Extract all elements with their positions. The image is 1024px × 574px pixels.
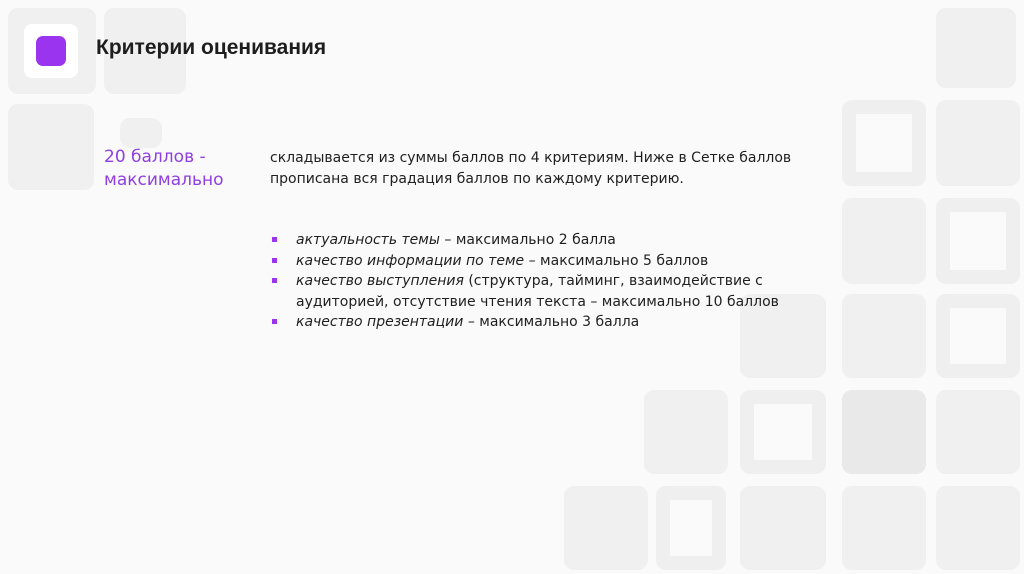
bg-tile [936, 198, 1020, 284]
criterion-name: качество презентации [296, 314, 464, 330]
bg-tile [842, 390, 926, 474]
purple-square-icon [36, 36, 66, 66]
logo [24, 24, 78, 78]
criterion-detail: – максимально 2 балла [439, 232, 616, 248]
square-bullet-icon [272, 258, 277, 263]
bg-tile [656, 486, 726, 570]
bg-tile [936, 294, 1020, 378]
bg-tile [842, 100, 926, 186]
bg-tile [936, 486, 1020, 570]
bg-tile [842, 198, 926, 284]
criterion-name: качество выступления [296, 273, 464, 289]
criterion-detail: – максимально 3 балла [463, 314, 640, 330]
intro-paragraph: складывается из суммы баллов по 4 критериям. Ниже в Сетке баллов прописана вся градация баллов по каждому критерию. [270, 150, 792, 187]
bg-tile [564, 486, 648, 570]
criterion-name: качество информации по теме [296, 252, 525, 269]
bg-tile [936, 390, 1020, 474]
list-item [270, 312, 830, 333]
criterion-name: актуальность темы [296, 232, 440, 248]
square-bullet-icon [272, 319, 277, 324]
criterion-detail: (структура, тайминг, взаимодействие с аудиторией, отсутствие чтения текста – максимально 10 баллов [296, 273, 779, 310]
list-item [270, 230, 830, 251]
list-item [270, 271, 830, 312]
bg-tile [8, 104, 94, 190]
bg-tile [740, 486, 826, 570]
bg-tile [644, 390, 728, 474]
square-bullet-icon [272, 237, 277, 242]
bg-tile [740, 390, 826, 474]
bg-tile [842, 294, 926, 378]
criteria-list [270, 230, 830, 333]
bg-tile [120, 118, 162, 148]
bg-tile [936, 8, 1016, 88]
max-score-note: 20 баллов - максимально [104, 147, 224, 190]
list-item [270, 251, 830, 272]
page-title: Критерии оценивания [96, 36, 327, 59]
bg-tile [936, 100, 1020, 186]
bg-tile [842, 486, 926, 570]
square-bullet-icon [272, 278, 277, 283]
criterion-detail: – максимально 5 баллов [524, 252, 709, 269]
